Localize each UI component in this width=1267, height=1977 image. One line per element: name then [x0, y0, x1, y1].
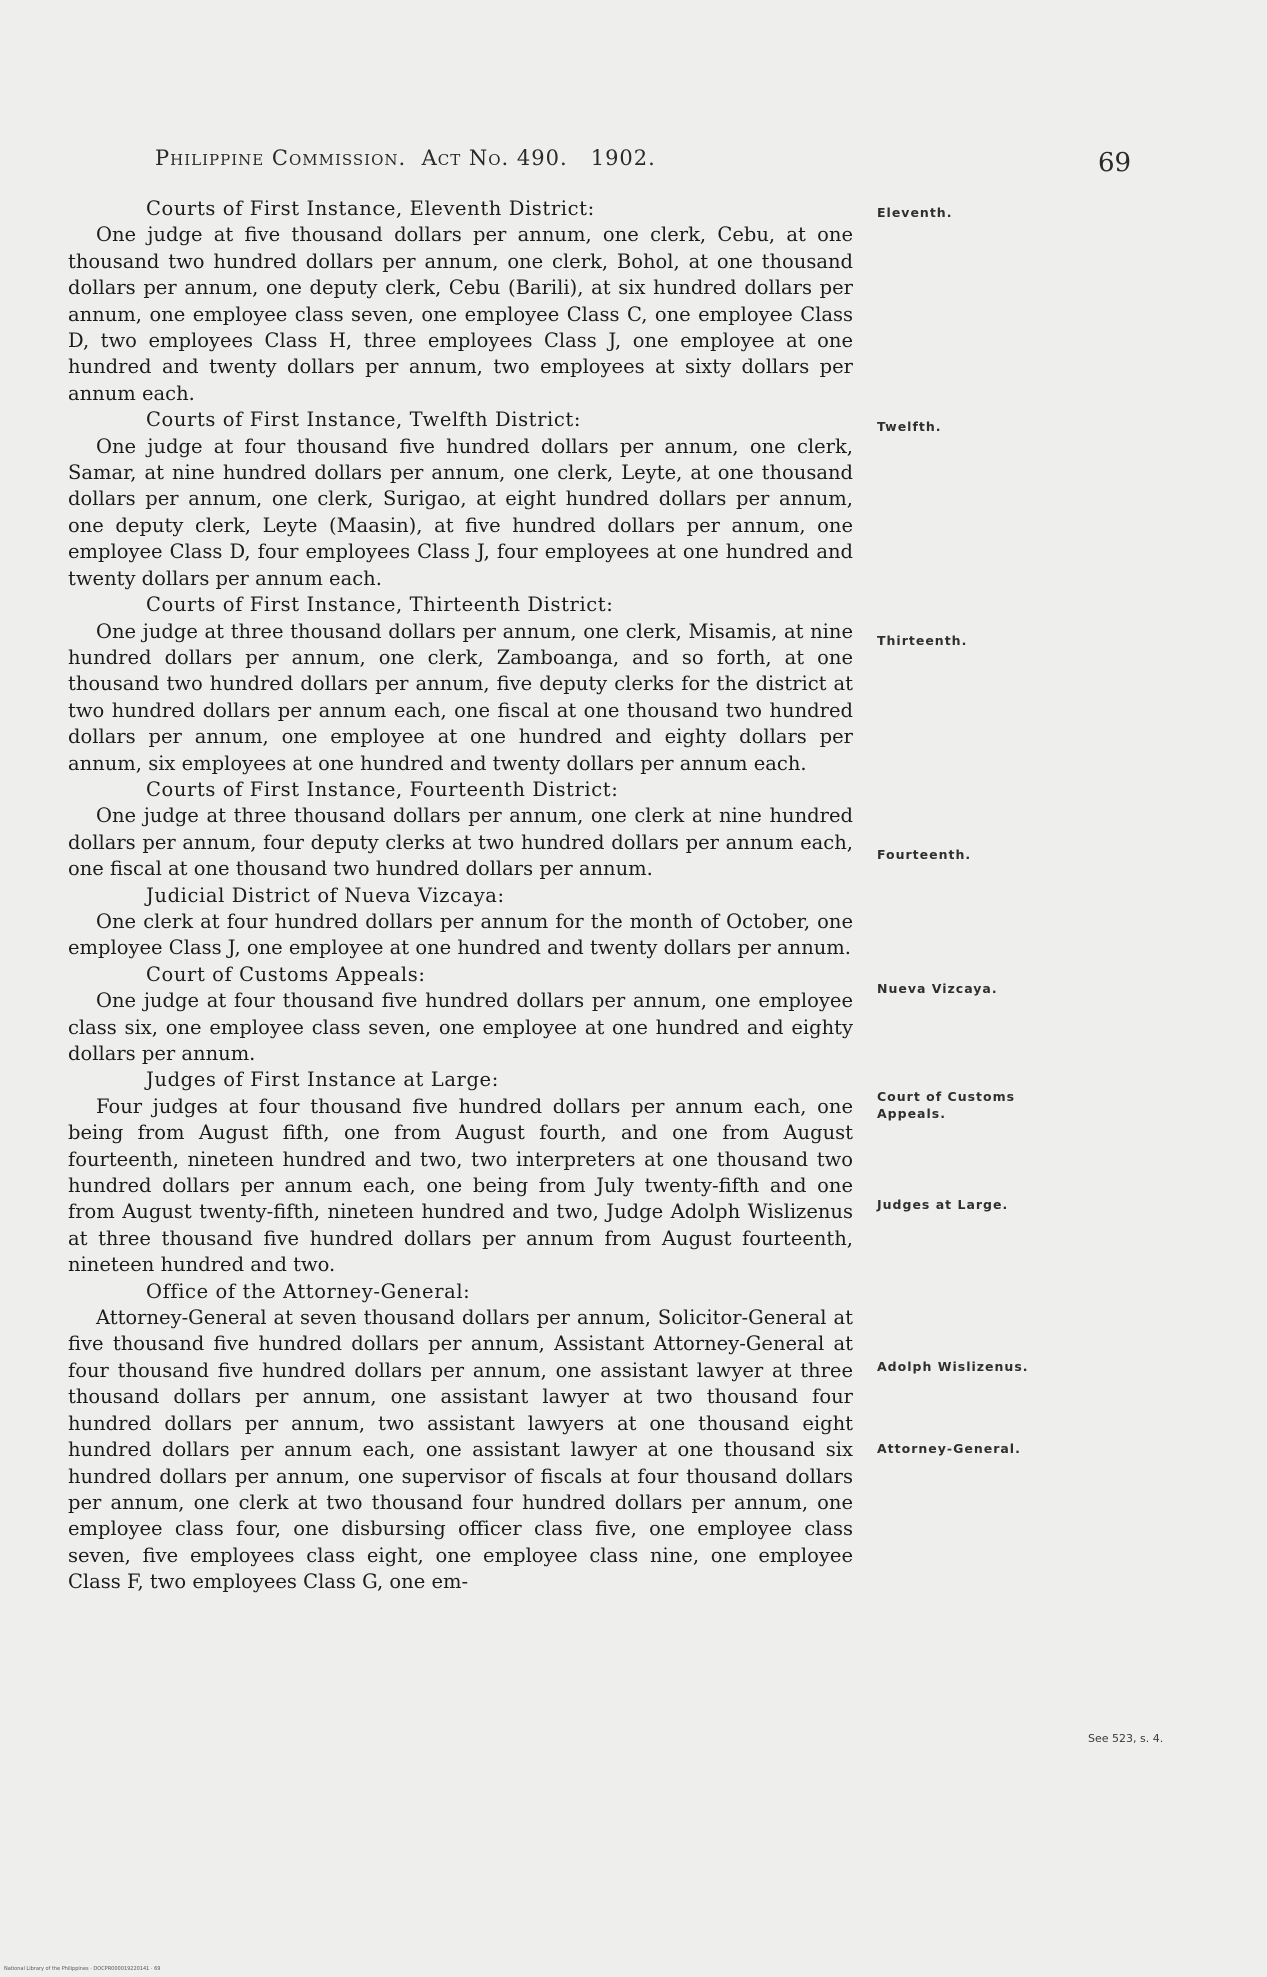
margin-note: Judges at Large. — [877, 1197, 1009, 1212]
section-heading: Court of Customs Appeals: — [146, 962, 426, 986]
section-text: Four judges at four thousand five hundred dollars per annum each, one being from August fifth, one from August fourth, and one from August fourteenth, nineteen hundred and two, two interpreters at one thousand two hundred dollars per annum each, one being from July twenty-fifth and one from August twenty-fifth, nineteen hundred and two, Judge Adolph Wislizenus at three thousand five hundred dollars per annum from August fourteenth, nineteen hundred and two. — [68, 1094, 853, 1277]
section-heading: Courts of First Instance, Twelfth District: — [146, 408, 582, 432]
page-number: 69 — [1098, 148, 1132, 178]
section-text: One judge at three thousand dollars per annum, one clerk at nine hundred dollars per annum, four deputy clerks at two hundred dollars per annum each, one fiscal at one thousand two hundred dollars per annum. — [68, 804, 853, 881]
section-heading: Courts of First Instance, Eleventh District: — [146, 197, 595, 220]
margin-note: Attorney-General. — [877, 1441, 1021, 1456]
margin-note: Court of Customs Appeals. — [877, 1089, 1016, 1121]
running-head-year: 1902. — [590, 146, 656, 170]
section-heading: Courts of First Instance, Thirteenth District: — [146, 593, 614, 617]
running-head-title: Philippine Commission. — [155, 146, 407, 170]
body-text — [68, 196, 853, 1596]
running-head-act: Act No. 490. — [421, 146, 568, 170]
running-head — [155, 146, 755, 170]
section-text: One judge at four thousand five hundred dollars per annum, one employee class six, one employee class seven, one employee at one hundred and eighty dollars per annum. — [68, 989, 853, 1065]
margin-note: Nueva Vizcaya. — [877, 981, 998, 996]
scan-footer: National Library of the Philippines · DOCPR000019220141 · 69 — [4, 1966, 161, 1972]
section-heading: Judges of First Instance at Large: — [146, 1068, 499, 1092]
margin-note: Adolph Wislizenus. — [877, 1359, 1029, 1374]
margin-note: Eleventh. — [877, 205, 953, 220]
section-heading: Judicial District of Nueva Vizcaya: — [146, 883, 505, 907]
section-text: One judge at five thousand dollars per annum, one clerk, Cebu, at one thousand two hundred dollars per annum, one clerk, Bohol, at one thousand dollars per annum, one deputy clerk, Cebu (Barili), at six hundred dollars per annum, one employee class seven, one employee Class C, one employee Class D, two employees Class H, three employees Class J, one employee at one hundred and twenty dollars per annum, two employees at sixty dollars per annum each. — [68, 223, 853, 405]
margin-note: Fourteenth. — [877, 847, 972, 862]
section-text: One judge at four thousand five hundred dollars per annum, one clerk, Samar, at nine hundred dollars per annum, one clerk, Leyte, at one thousand dollars per annum, one clerk, Surigao, at eight hundred dollars per annum, one deputy clerk, Leyte (Maasin), at five hundred dollars per annum, one employee Class D, four employees Class J, four employees at one hundred and twenty dollars per annum each. — [68, 434, 853, 590]
section-heading: Office of the Attorney-General: — [146, 1279, 471, 1303]
section-text: One clerk at four hundred dollars per annum for the month of October, one employee Class J, one employee at one hundred and twenty dollars per annum. — [68, 909, 853, 960]
section-text: Attorney-General at seven thousand dollars per annum, Solicitor-General at five thousand five hundred dollars per annum, Assistant Attorney-General at four thousand five hundred dollars per annum, one assistant lawyer at three thousand dollars per annum, one assistant lawyer at two thousand four hundred dollars per annum, two assistant lawyers at one thousand eight hundred dollars per annum each, one assistant lawyer at one thousand six hundred dollars per annum, one supervisor of fiscals at four thousand dollars per annum, one clerk at two thousand four hundred dollars per annum, one employee class four, one disbursing officer class five, one employee class seven, five employees class eight, one employee class nine, one employee Class F, two employees Class G, one em- — [68, 1306, 853, 1594]
side-reference: See 523, s. 4. — [1088, 1732, 1164, 1745]
margin-note: Twelfth. — [877, 419, 942, 434]
section-heading: Courts of First Instance, Fourteenth District: — [146, 777, 619, 801]
margin-note: Thirteenth. — [877, 633, 968, 648]
section-text: One judge at three thousand dollars per annum, one clerk, Misamis, at nine hundred dollars per annum, one clerk, Zamboanga, and so forth, at one thousand two hundred dollars per annum, five deputy clerks for the district at two hundred dollars per annum each, one fiscal at one thousand two hundred dollars per annum, one employee at one hundred and eighty dollars per annum, six employees at one hundred and twenty dollars per annum each. — [68, 619, 853, 775]
